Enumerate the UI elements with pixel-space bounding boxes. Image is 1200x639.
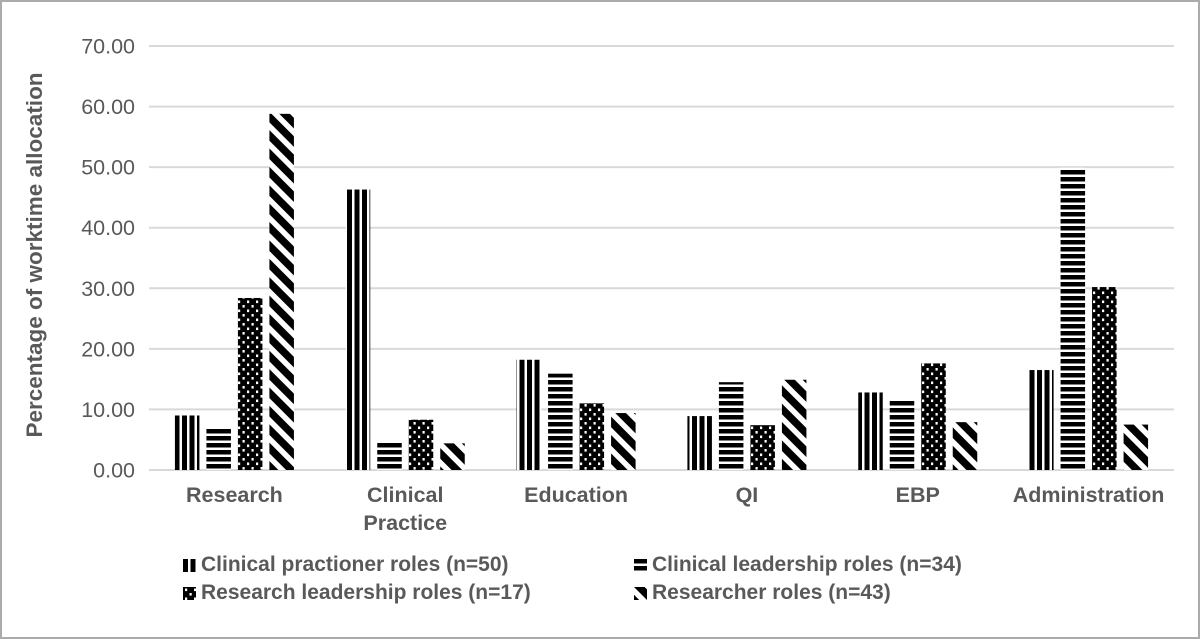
bar-s4-clinical-practice	[440, 443, 465, 470]
bar-s1-clinical-practice	[346, 190, 371, 470]
y-axis-tick-labels	[81, 35, 135, 483]
bar-s3-administration	[1092, 287, 1117, 470]
bar-s1-administration	[1029, 370, 1054, 470]
bar-s2-research	[206, 428, 231, 470]
gridlines	[149, 46, 1174, 470]
bar-s3-ebp	[921, 363, 946, 470]
bar-s4-ebp	[953, 422, 978, 470]
bar-s1-research	[175, 415, 200, 470]
y-axis-title: Percentage of worktime allocation	[22, 72, 47, 438]
legend-label: Clinical practioner roles (n=50)	[201, 553, 509, 576]
bar-s1-ebp	[858, 392, 883, 470]
category-label: Administration	[1012, 483, 1165, 507]
category-label: Research	[186, 483, 283, 507]
legend-item-series-2	[634, 551, 962, 579]
legend-label: Research leadership roles (n=17)	[201, 581, 531, 604]
bar-s2-clinical-practice	[377, 442, 402, 470]
bar-s3-research	[238, 298, 263, 470]
y-tick-label: 40.00	[81, 216, 135, 241]
y-tick-label: 30.00	[81, 276, 135, 301]
diagonal-stripes-legend-swatch-icon	[634, 587, 647, 600]
legend-item-series-4	[634, 579, 962, 607]
bar-s1-education	[517, 360, 542, 470]
bar-s3-education	[580, 403, 605, 470]
bar-chart	[2, 2, 1198, 637]
vertical-stripes-legend-swatch-icon	[183, 559, 196, 572]
y-tick-label: 70.00	[81, 34, 135, 59]
bar-s2-administration	[1061, 168, 1086, 470]
category-label: EBP	[895, 483, 940, 507]
bar-s3-qi	[750, 425, 775, 470]
legend-label: Clinical leadership roles (n=34)	[652, 553, 962, 576]
y-tick-label: 10.00	[81, 397, 135, 422]
legend-item-series-3	[183, 579, 634, 607]
y-tick-label: 60.00	[81, 95, 135, 120]
bar-s2-education	[548, 374, 573, 470]
legend-label: Researcher roles (n=43)	[652, 581, 891, 604]
horizontal-stripes-legend-swatch-icon	[634, 559, 647, 572]
chart-legend	[183, 551, 962, 607]
legend-item-series-1	[183, 551, 634, 579]
bar-s4-research	[269, 114, 294, 470]
bar-s1-qi	[687, 416, 712, 470]
bar-s4-education	[611, 413, 636, 470]
bar-s2-qi	[719, 382, 744, 470]
bar-s2-ebp	[890, 401, 915, 470]
dotted-black-legend-swatch-icon	[183, 587, 196, 600]
category-label: QI	[735, 483, 759, 507]
category-label: Education	[524, 483, 629, 507]
bar-s4-administration	[1124, 425, 1149, 470]
y-tick-label: 50.00	[81, 155, 135, 180]
category-label: Clinical Practice	[363, 483, 448, 535]
bar-s3-clinical-practice	[409, 420, 434, 470]
x-axis-category-labels	[186, 483, 1164, 535]
y-tick-label: 20.00	[81, 337, 135, 362]
y-tick-label: 0.00	[93, 458, 135, 483]
bar-s4-qi	[782, 380, 807, 470]
